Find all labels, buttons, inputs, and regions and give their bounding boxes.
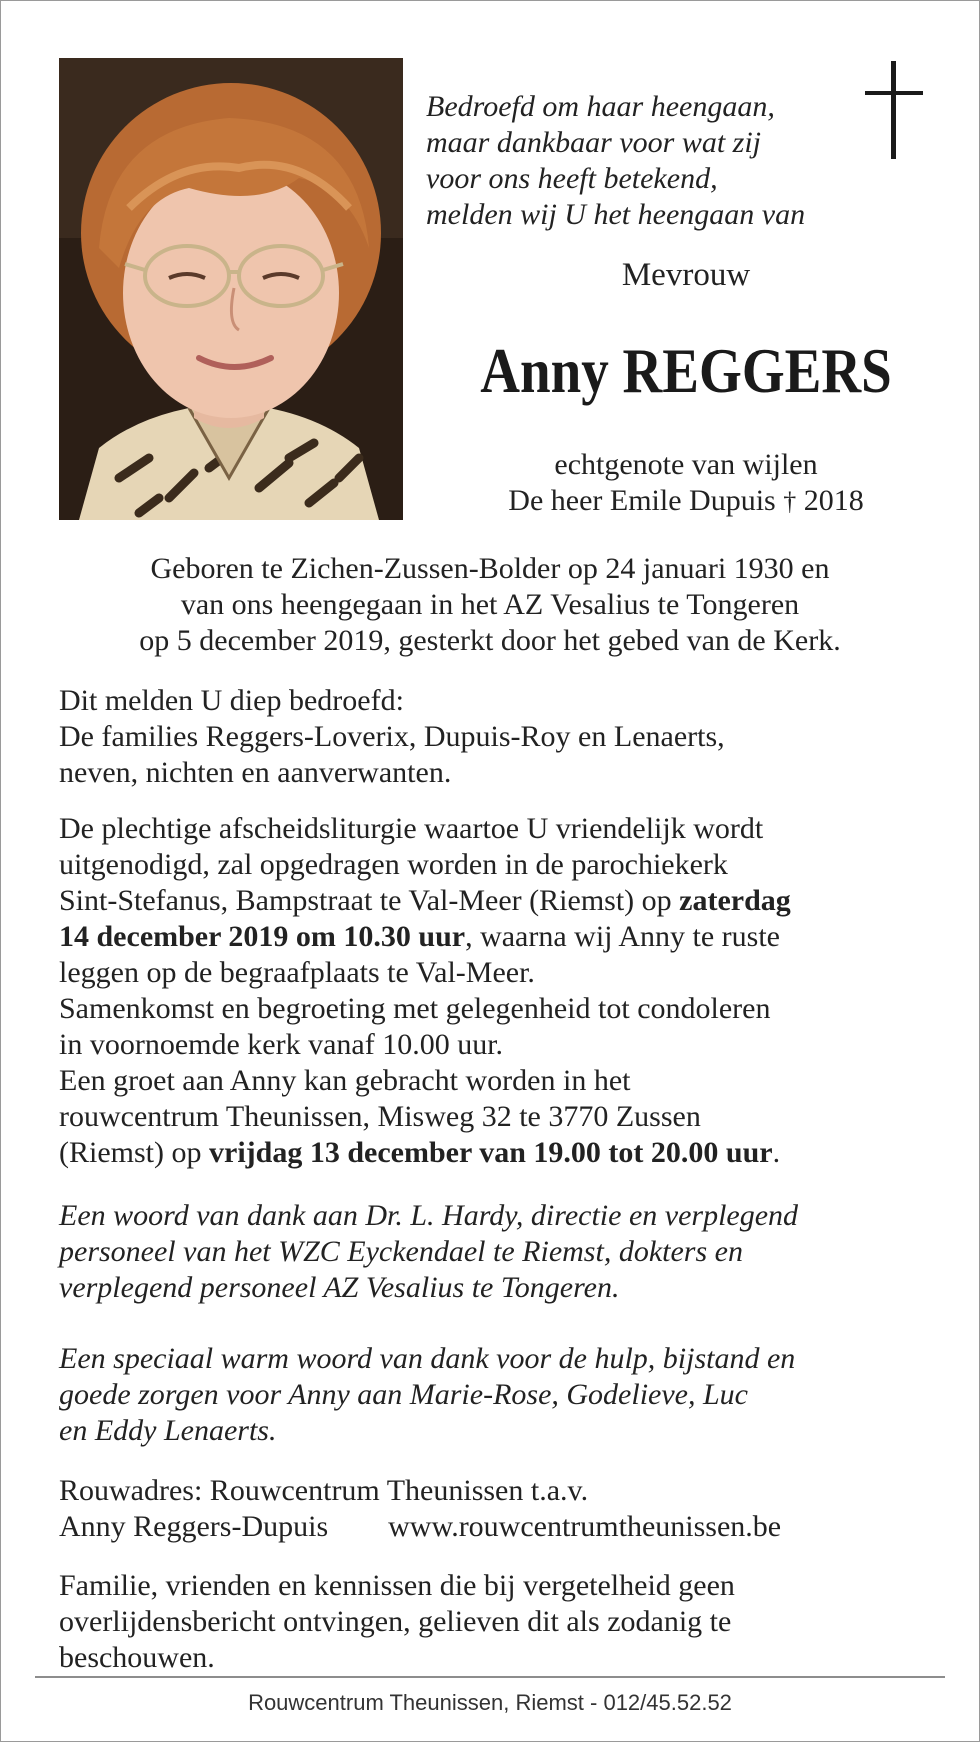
website-link[interactable]: www.rouwcentrumtheunissen.be — [388, 1510, 782, 1543]
cross-icon — [865, 61, 923, 159]
thanks-line: verplegend personeel AZ Vesalius te Tongeren. — [59, 1271, 620, 1304]
liturgy-line: Een groet aan Anny kan gebracht worden in het — [59, 1064, 631, 1097]
family-line: overlijdensbericht ontvingen, gelieven dit als zodanig te — [59, 1605, 732, 1638]
intro-line: voor ons heeft betekend, — [426, 162, 718, 195]
intro-line: Bedroefd om haar heengaan, — [426, 90, 775, 123]
liturgy-text: (Riemst) op — [59, 1136, 209, 1169]
death-cross-glyph: † — [783, 487, 797, 516]
spouse-name: De heer Emile Dupuis — [508, 484, 776, 517]
portrait-photo — [59, 58, 403, 520]
announcement — [59, 683, 939, 791]
portrait-illustration — [59, 58, 403, 520]
liturgy-line: De plechtige afscheidsliturgie waartoe U vriendelijk wordt — [59, 812, 764, 845]
footer-divider — [35, 1676, 945, 1678]
liturgy-datetime: 14 december 2019 om 10.30 uur — [59, 920, 466, 953]
deceased-name: Anny REGGERS — [480, 335, 892, 406]
liturgy-text: Sint-Stefanus, Bampstraat te Val-Meer (Riemst) op — [59, 884, 680, 917]
mourning-address — [59, 1473, 939, 1545]
liturgy-line — [59, 1135, 939, 1171]
birth-line: op 5 december 2019, gesterkt door het gebed van de Kerk. — [139, 624, 841, 657]
address-line — [59, 1509, 939, 1545]
intro-line: melden wij U het heengaan van — [426, 198, 806, 231]
liturgy-line: uitgenodigd, zal opgedragen worden in de parochiekerk — [59, 848, 728, 881]
liturgy-details — [59, 811, 939, 1171]
title-word: Mevrouw — [621, 257, 751, 293]
family-line: beschouwen. — [59, 1641, 215, 1674]
liturgy-line — [59, 883, 939, 919]
liturgy-text: . — [772, 1136, 781, 1169]
address-line: Rouwadres: Rouwcentrum Theunissen t.a.v. — [59, 1474, 589, 1507]
birth-line: Geboren te Zichen-Zussen-Bolder op 24 januari 1930 en — [150, 552, 830, 585]
announcement-line: neven, nichten en aanverwanten. — [59, 756, 452, 789]
thanks-line: goede zorgen voor Anny aan Marie-Rose, Godelieve, Luc — [59, 1378, 748, 1411]
family-notice — [59, 1568, 939, 1676]
liturgy-line: leggen op de begraafplaats te Val-Meer. — [59, 956, 535, 989]
liturgy-text: , waarna wij Anny te ruste — [465, 920, 780, 953]
liturgy-line: rouwcentrum Theunissen, Misweg 32 te 3770 Zussen — [59, 1100, 701, 1133]
thanks-medical — [59, 1198, 939, 1306]
footer-contact: Rouwcentrum Theunissen, Riemst - 012/45.52.52 — [248, 1690, 732, 1715]
thanks-line: personeel van het WZC Eyckendael te Riemst, dokters en — [59, 1235, 743, 1268]
intro-line: maar dankbaar voor wat zij — [426, 126, 762, 159]
spouse-death-year: 2018 — [803, 484, 864, 517]
liturgy-line: in voornoemde kerk vanaf 10.00 uur. — [59, 1028, 504, 1061]
liturgy-line: Samenkomst en begroeting met gelegenheid tot condoleren — [59, 992, 771, 1025]
birth-line: van ons heengegaan in het AZ Vesalius te Tongeren — [180, 588, 800, 621]
announcement-line: Dit melden U diep bedroefd: — [59, 684, 404, 717]
thanks-line: Een speciaal warm woord van dank voor de hulp, bijstand en — [59, 1342, 796, 1375]
visitation-datetime: vrijdag 13 december van 19.00 tot 20.00 uur — [209, 1136, 773, 1169]
thanks-family — [59, 1341, 939, 1449]
thanks-line: Een woord van dank aan Dr. L. Hardy, directie en verplegend — [59, 1199, 799, 1232]
spouse-line1: echtgenote van wijlen — [554, 448, 818, 481]
announcement-line: De families Reggers-Loverix, Dupuis-Roy en Lenaerts, — [59, 720, 725, 753]
thanks-line: en Eddy Lenaerts. — [59, 1414, 277, 1447]
liturgy-line — [59, 919, 939, 955]
spouse-line2 — [461, 483, 911, 520]
birth-death-details — [31, 551, 949, 659]
address-name: Anny Reggers-Dupuis — [59, 1510, 329, 1543]
family-line: Familie, vrienden en kennissen die bij vergetelheid geen — [59, 1569, 735, 1602]
intro-text — [426, 89, 866, 233]
liturgy-day: zaterdag — [679, 884, 791, 917]
spouse-info — [461, 447, 911, 520]
